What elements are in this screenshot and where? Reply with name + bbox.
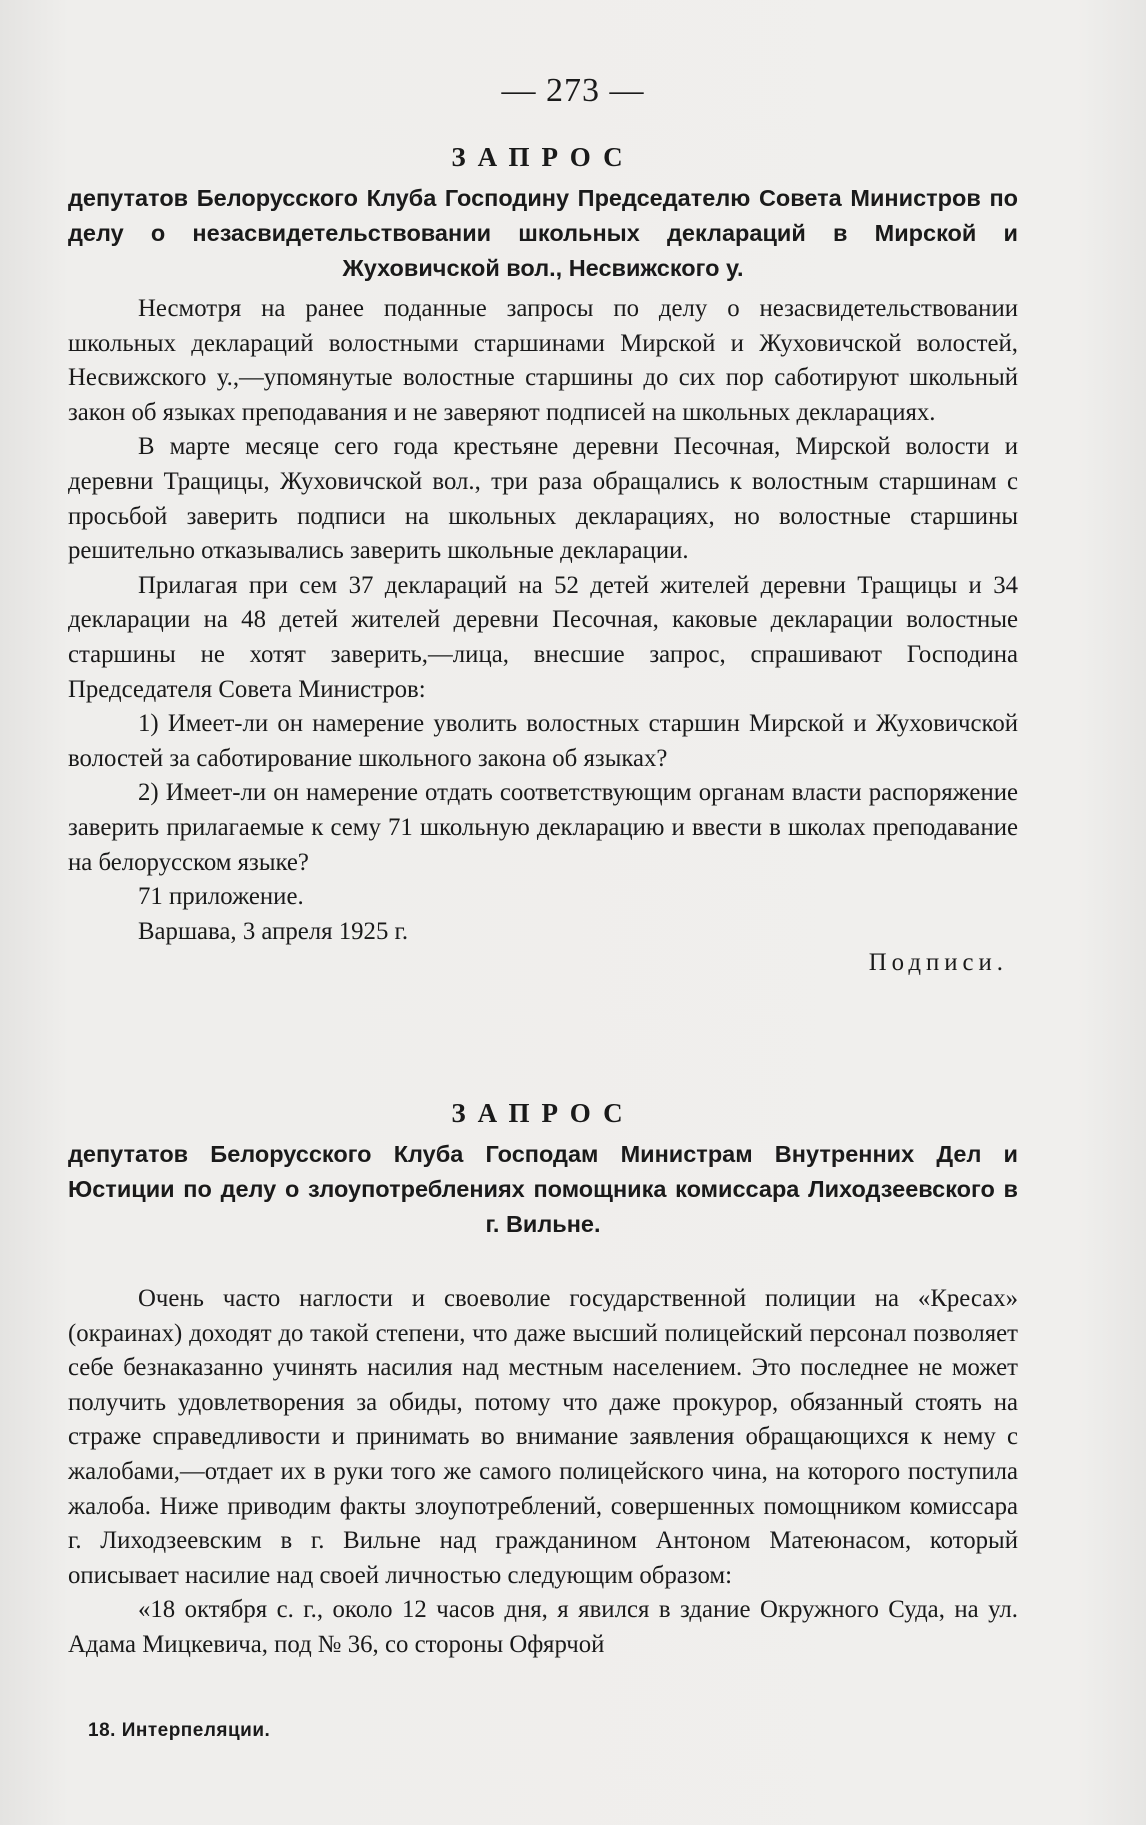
section-1-body	[68, 292, 1018, 977]
section-1-heading: ЗАПРОС	[451, 142, 635, 172]
section-1-paragraph-3: Прилагая при сем 37 деклараций на 52 детей жителей деревни Тращицы и 34 декларации на 48 детей жителей деревни Песочная, каковые декларации волостные старшины не хотят заверить,—лица, внесшие запрос, спрашивают Господина Председателя Совета Министров:	[68, 571, 1018, 703]
section-2-heading: ЗАПРОС	[451, 1098, 635, 1128]
section-1-signature: Подписи.	[868, 949, 1008, 977]
page-footnote: 18. Интерпеляции.	[88, 1720, 271, 1741]
section-2-quote-start: «18 октября с. г., около 12 часов дня, я явился в здание Окружного Суда, на ул. Адама Мицкевича, под № 36, со стороны Офярчой	[68, 1596, 1018, 1658]
section-1-question-1: 1) Имеет-ли он намерение уволить волостных старшин Мирской и Жуховичской волостей за саботирование школьного закона об языках?	[68, 710, 1018, 772]
inquiry-section-2	[68, 1098, 1018, 1242]
section-1-paragraph-2: В марте месяце сего года крестьяне деревни Песочная, Мирской волости и деревни Тращицы, Жуховичской вол., три раза обращались к волостным старшинам с просьбой заверить подписи на школьных декларациях, но волостные старшины решительно отказывались заверить школьные декларации.	[68, 433, 1018, 565]
section-1-paragraph-1: Несмотря на ранее поданные запросы по делу о незасвидетельствовании школьных деклараций волостными старшинами Мирской и Жуховичской волостей, Несвижского у.,—упомянутые волостные старшины до сих пор саботируют школьный закон об языках преподавания и не заверяют подписей на школьных декларациях.	[68, 295, 1018, 426]
section-1-attachments: 71 приложение.	[138, 883, 304, 911]
inquiry-section-1	[68, 142, 1018, 286]
section-2-paragraph-1: Очень часто наглости и своеволие государственной полиции на «Кресах» (окраинах) доходят до такой степени, что даже высший полицейский персонал позволяет себе безнаказанно учинять насилия над местным населением. Это последнее не может получить удовлетворения за обиды, потому что даже прокурор, обязанный стоять на страже справедливости и принимать во внимание заявления обращающихся к нему с жалобами,—отдает их в руки того же самого полицейского чина, на которого поступила жалоба. Ниже приводим факты злоупотреблений, совершенных помощником комиссара г. Лиходзеевским в г. Вильне над гражданином Антоном Матеюнасом, который описывает насилие над своей личностью следующим образом:	[68, 1285, 1018, 1589]
section-1-subheading: депутатов Белорусского Клуба Господину Председателю Совета Министров по делу о незасвидетельствовании школьных деклараций в Мирской и Жуховичской вол., Несвижского у.	[68, 185, 1018, 281]
section-1-place-date: Варшава, 3 апреля 1925 г.	[138, 917, 409, 945]
section-1-question-2: 2) Имеет-ли он намерение отдать соответствующим органам власти распоряжение заверить прилагаемые к сему 71 школьную декларацию и ввести в школах преподавание на белорусском языке?	[68, 779, 1018, 876]
page-number: — 273 —	[501, 72, 645, 109]
section-2-body	[68, 1282, 1018, 1663]
section-2-subheading: депутатов Белорусского Клуба Господам Министрам Внутренних Дел и Юстиции по делу о злоупотреблениях помощника комиссара Лиходзеевского в г. Вильне.	[68, 1141, 1018, 1237]
